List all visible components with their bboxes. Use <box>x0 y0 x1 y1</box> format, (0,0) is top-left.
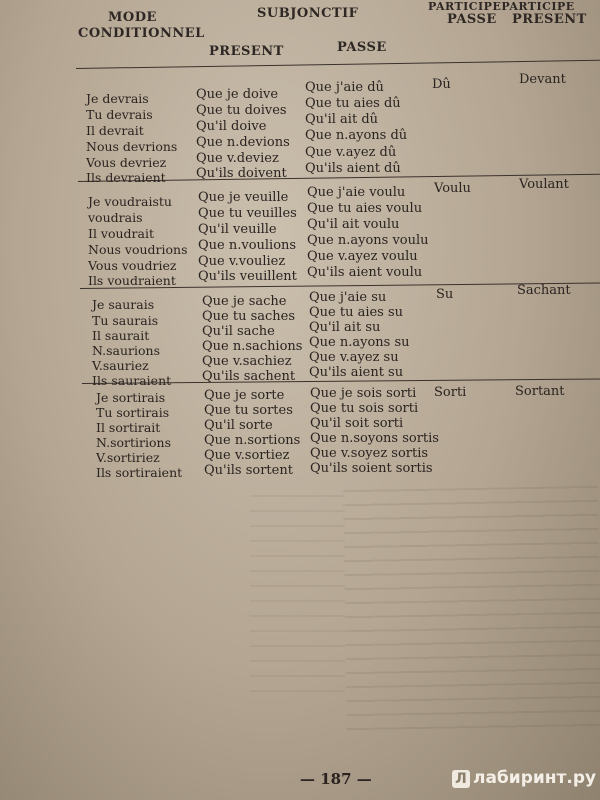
header-participe-passe: PASSE <box>447 12 497 27</box>
header-subjonctif: SUBJONCTIF <box>257 6 359 21</box>
conditionnel-form: Il voudrait <box>88 226 154 241</box>
subjonctif-passe-form: Que j'aie su <box>309 290 387 305</box>
subjonctif-passe-form: Que n.ayons voulu <box>307 233 429 248</box>
subjonctif-present-form: Que n.sortions <box>204 433 301 448</box>
conditionnel-form: Je saurais <box>92 297 155 312</box>
subjonctif-passe-form: Qu'il soit sorti <box>310 416 404 431</box>
labirint-logo-icon: Л <box>452 770 470 788</box>
conditionnel-form: Vous voudriez <box>88 258 177 273</box>
subjonctif-passe-form: Que tu aies voulu <box>307 201 423 216</box>
participe-present: Sortant <box>515 384 565 399</box>
subjonctif-passe-form: Qu'ils soient sortis <box>310 461 433 476</box>
page-number: — 187 — <box>300 770 372 788</box>
subjonctif-present-form: Que je veuille <box>198 190 289 205</box>
conditionnel-form: Tu sortirais <box>96 405 170 420</box>
participe-present: Sachant <box>517 283 571 298</box>
conditionnel-form: Il devrait <box>86 123 144 138</box>
subjonctif-present-form: Que je sache <box>202 294 287 309</box>
subjonctif-present-form: Qu'il veuille <box>198 222 277 237</box>
conditionnel-form: Il saurait <box>92 328 150 343</box>
header-mode: MODE <box>108 10 157 25</box>
subjonctif-passe-form: Que tu aies su <box>309 305 404 320</box>
conditionnel-form: V.sauriez <box>92 358 149 373</box>
conditionnel-form: Nous voudrions <box>88 242 188 257</box>
conditionnel-form: Nous devrions <box>86 139 178 154</box>
conditionnel-form: Ils sauraient <box>92 373 172 388</box>
subjonctif-passe-form: Qu'ils aient voulu <box>307 265 423 280</box>
subjonctif-present-form: Que v.sachiez <box>202 354 292 369</box>
subjonctif-passe-form: Que tu sois sorti <box>310 401 419 416</box>
subjonctif-passe-form: Que v.ayez dû <box>305 145 397 160</box>
subjonctif-present-form: Que je doive <box>196 87 279 102</box>
subjonctif-passe-form: Qu'il ait su <box>309 320 381 335</box>
subjonctif-passe-form: Que n.soyons sortis <box>310 431 439 446</box>
conditionnel-form: N.saurions <box>92 343 160 358</box>
subjonctif-passe-form: Que v.ayez su <box>309 350 399 365</box>
subjonctif-present-form: Qu'ils doivent <box>196 166 287 181</box>
subjonctif-present-form: Qu'il sorte <box>204 418 273 433</box>
subjonctif-passe-form: Qu'il ait voulu <box>307 217 400 232</box>
subjonctif-passe-form: Que je sois sorti <box>310 386 417 401</box>
conditionnel-form: Vous devriez <box>86 155 167 170</box>
subjonctif-passe-form: Qu'ils aient dû <box>305 161 401 176</box>
subjonctif-present-form: Qu'ils veuillent <box>198 269 297 284</box>
conditionnel-form: Tu devrais <box>86 107 153 122</box>
subjonctif-present-form: Que n.voulions <box>198 238 297 253</box>
header-subjonctif-present: PRESENT <box>209 44 284 59</box>
bleed-through-text <box>343 486 600 740</box>
conditionnel-form: Je voudraistu <box>88 194 172 209</box>
subjonctif-passe-form: Que v.soyez sortis <box>310 446 429 461</box>
subjonctif-passe-form: Qu'il ait dû <box>305 112 379 127</box>
subjonctif-present-form: Que tu veuilles <box>198 206 297 221</box>
table-rule <box>76 60 600 69</box>
subjonctif-present-form: Qu'il sache <box>202 324 275 339</box>
conditionnel-form: Ils voudraient <box>88 273 176 288</box>
watermark <box>452 768 596 788</box>
header-participe-present: PRESENT <box>512 12 587 27</box>
subjonctif-present-form: Que tu sortes <box>204 403 293 418</box>
watermark-text: лабиринт.ру <box>473 768 597 788</box>
subjonctif-present-form: Que tu doives <box>196 103 287 118</box>
subjonctif-present-form: Que v.vouliez <box>198 254 286 269</box>
subjonctif-passe-form: Que v.ayez voulu <box>307 249 418 264</box>
conditionnel-form: Ils devraient <box>86 170 166 185</box>
subjonctif-passe-form: Que j'aie voulu <box>307 185 406 200</box>
bleed-through-text <box>250 495 345 695</box>
participe-passe: Voulu <box>434 181 471 196</box>
participe-passe: Sorti <box>434 385 467 400</box>
subjonctif-present-form: Que n.devions <box>196 135 290 150</box>
participe-passe: Dû <box>432 77 451 92</box>
conditionnel-form: voudrais <box>88 210 143 225</box>
subjonctif-present-form: Que je sorte <box>204 388 285 403</box>
conditionnel-form: N.sortirions <box>96 435 172 450</box>
participe-present: Devant <box>519 72 566 87</box>
subjonctif-present-form: Que n.sachions <box>202 339 303 354</box>
header-conditionnel: CONDITIONNEL <box>78 26 205 41</box>
subjonctif-present-form: Que v.deviez <box>196 151 279 166</box>
subjonctif-present-form: Que v.sortiez <box>204 448 290 463</box>
subjonctif-passe-form: Que tu aies dû <box>305 96 401 111</box>
subjonctif-present-form: Que tu saches <box>202 309 296 324</box>
subjonctif-present-form: Qu'il doive <box>196 119 267 134</box>
conditionnel-form: Je devrais <box>86 91 149 106</box>
header-participe: PARTICIPEPARTICIPE <box>428 0 575 13</box>
conditionnel-form: Je sortirais <box>96 390 166 405</box>
conditionnel-form: Ils sortiraient <box>96 465 183 480</box>
conditionnel-form: V.sortiriez <box>96 450 160 465</box>
subjonctif-passe-form: Qu'ils aient su <box>309 365 404 380</box>
subjonctif-passe-form: Que n.ayons su <box>309 335 410 350</box>
subjonctif-present-form: Qu'ils sachent <box>202 369 296 384</box>
subjonctif-passe-form: Que j'aie dû <box>305 80 384 95</box>
subjonctif-present-form: Qu'ils sortent <box>204 463 293 478</box>
subjonctif-passe-form: Que n.ayons dû <box>305 128 408 143</box>
header-subjonctif-passe: PASSE <box>337 40 387 55</box>
participe-present: Voulant <box>519 177 569 192</box>
conditionnel-form: Il sortirait <box>96 420 161 435</box>
conditionnel-form: Tu saurais <box>92 313 159 328</box>
participe-passe: Su <box>436 287 454 302</box>
